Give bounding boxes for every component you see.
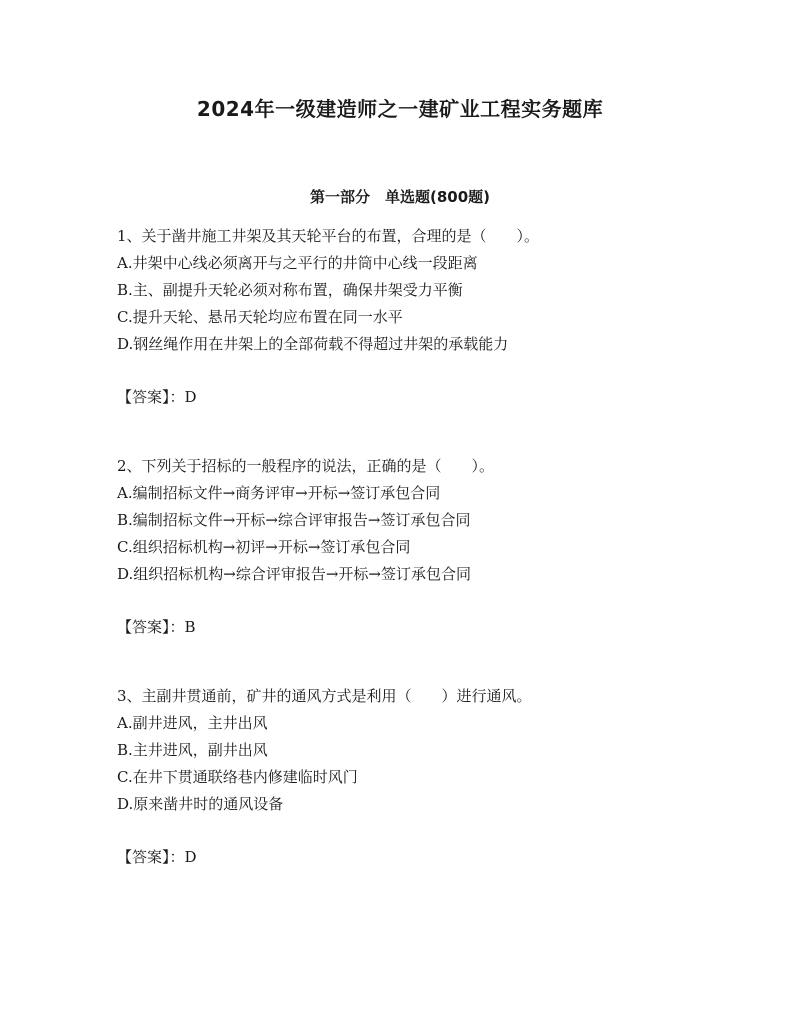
option-b: B.编制招标文件→开标→综合评审报告→签订承包合同 (117, 511, 471, 529)
question-3 (117, 683, 717, 866)
document-title: 2024年一级建造师之一建矿业工程实务题库 (196, 97, 604, 121)
question-stem: 3、主副井贯通前，矿井的通风方式是利用（ ）进行通风。 (117, 687, 532, 705)
option-b: B.主、副提升天轮必须对称布置，确保井架受力平衡 (117, 281, 463, 299)
question-2 (117, 453, 717, 636)
option-c: C.提升天轮、悬吊天轮均应布置在同一水平 (117, 308, 403, 326)
option-a: A.副井进风，主井出风 (117, 714, 268, 732)
section-heading: 第一部分 单选题(800题) (309, 188, 491, 206)
answer-line: 【答案】：D (117, 848, 197, 866)
option-c: C.在井下贯通联络巷内修建临时风门 (117, 768, 358, 786)
answer-line: 【答案】：D (117, 388, 197, 406)
answer-line: 【答案】：B (117, 618, 196, 636)
option-d: D.组织招标机构→综合评审报告→开标→签订承包合同 (117, 565, 471, 583)
question-1 (117, 223, 717, 406)
question-stem: 1、关于凿井施工井架及其天轮平台的布置，合理的是（ ）。 (117, 227, 540, 245)
option-b: B.主井进风，副井出风 (117, 741, 268, 759)
option-a: A.井架中心线必须离开与之平行的井筒中心线一段距离 (117, 254, 478, 272)
option-d: D.钢丝绳作用在井架上的全部荷载不得超过井架的承载能力 (117, 335, 509, 353)
question-stem: 2、下列关于招标的一般程序的说法，正确的是（ ）。 (117, 457, 495, 475)
option-a: A.编制招标文件→商务评审→开标→签订承包合同 (117, 484, 441, 502)
option-d: D.原来凿井时的通风设备 (117, 795, 284, 813)
option-c: C.组织招标机构→初评→开标→签订承包合同 (117, 538, 411, 556)
